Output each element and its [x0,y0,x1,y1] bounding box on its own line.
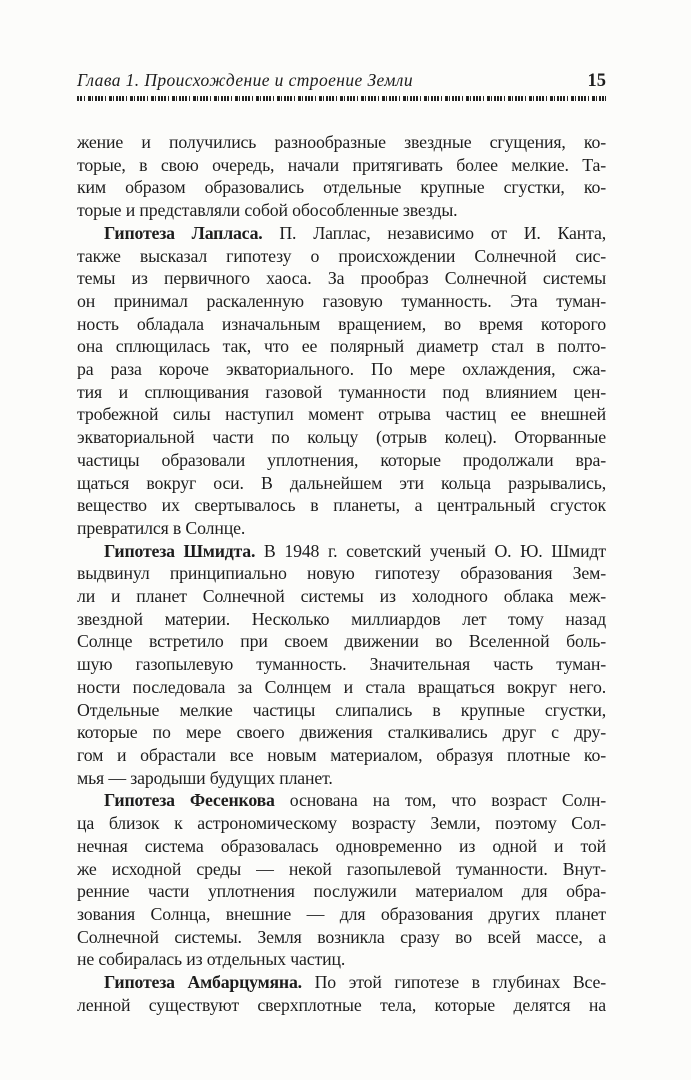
text-line: Солнце встретило при своем движении во Вселенной боль- [77,631,606,652]
text-line: жение и получились разнообразные звездные сгущения, ко- [77,132,606,152]
paragraph-lead: Гипотеза Шмидта. [104,540,256,561]
header-rule-divider [77,96,606,101]
text-line: которые по мере своего движения сталкивались друг с дру- [77,722,606,743]
text-line: ности последовала за Солнцем и стала вращаться вокруг него. [77,676,606,697]
text-line: Гипотеза Шмидта. В 1948 г. советский ученый О. Ю. Шмидт [104,540,606,561]
text-line: торые и представляли собой обособленные звезды. [77,200,458,221]
text-line: вещество их свертывалось в планеты, а центральный сгусток [77,495,606,516]
page-number: 15 [587,71,606,91]
text-line: шую газопылевую туманность. Значительная часть туман- [77,654,606,675]
text-line: Отдельные мелкие частицы слипались в крупные сгустки, [77,699,606,720]
text-line: тробежной силы наступил момент отрыва частиц ее внешней [77,404,606,425]
text-line: ким образом образовались отдельные крупные сгустки, ко- [77,177,606,198]
text-line: Гипотеза Амбарцумяна. По этой гипотезе в глубинах Все- [104,972,606,993]
chapter-title: Глава 1. Происхождение и строение Земли [77,70,413,90]
text-line: же исходной среды — некой газопылевой туманности. Внут- [77,858,606,879]
text-line: экваториальной части по кольцу (отрыв колец). Оторванные [77,427,606,448]
text-line: тия и сплющивания газовой туманности под влиянием цен- [77,381,606,402]
paragraph-lead: Гипотеза Амбарцумяна. [104,972,302,993]
paragraph-lead: Гипотеза Фесенкова [104,790,275,811]
text-line: частицы образовали уплотнения, которые продолжали вра- [77,449,606,470]
running-header [77,70,606,92]
text-line: ли и планет Солнечной системы из холодного облака меж- [77,586,606,607]
body-text [77,131,606,1016]
paragraph-lead: Гипотеза Лапласа. [104,222,263,243]
page-content [77,70,606,1016]
text-line: не собиралась из отдельных частиц. [77,949,346,970]
text-line: ца близок к астрономическому возрасту Земли, поэтому Сол- [77,813,606,834]
text-line: Солнечной системы. Земля возникла сразу во всей массе, а [77,926,606,947]
text-line: темы из первичного хаоса. За прообраз Солнечной системы [77,268,606,289]
text-line: гом и обрастали все новым материалом, образуя плотные ко- [77,744,606,765]
text-line: зования Солнца, внешние — для образования других планет [77,903,606,924]
text-line: Гипотеза Фесенкова основана на том, что возраст Солн- [104,790,606,811]
text-line: также высказал гипотезу о происхождении Солнечной сис- [77,245,606,266]
text-line: нечная система образовалась одновременно из одной и той [77,835,606,856]
text-line: ленной существуют сверхплотные тела, которые делятся на [77,994,606,1015]
text-line: она сплющилась так, что ее полярный диаметр стал в полто- [77,336,606,357]
text-line: щаться вокруг оси. В дальнейшем эти кольца разрывались, [77,472,606,493]
text-line: выдвинул принципиально новую гипотезу образования Зем- [77,563,606,584]
text-line: мья — зародыши будущих планет. [77,767,333,788]
text-line: ренние части уплотнения послужили материалом для обра- [77,881,606,902]
text-line: он принимал раскаленную газовую туманность. Эта туман- [77,290,606,311]
text-line: ность обладала изначальным вращением, во время которого [77,313,606,334]
text-line: превратился в Солнце. [77,517,246,538]
text-line: звездной материи. Несколько миллиардов лет тому назад [77,608,606,629]
text-line: торые, в свою очередь, начали притягивать более мелкие. Та- [77,154,606,175]
text-line: Гипотеза Лапласа. П. Лаплас, независимо от И. Канта, [104,222,606,243]
text-line: ра раза короче экваториального. По мере охлаждения, сжа- [77,359,606,380]
